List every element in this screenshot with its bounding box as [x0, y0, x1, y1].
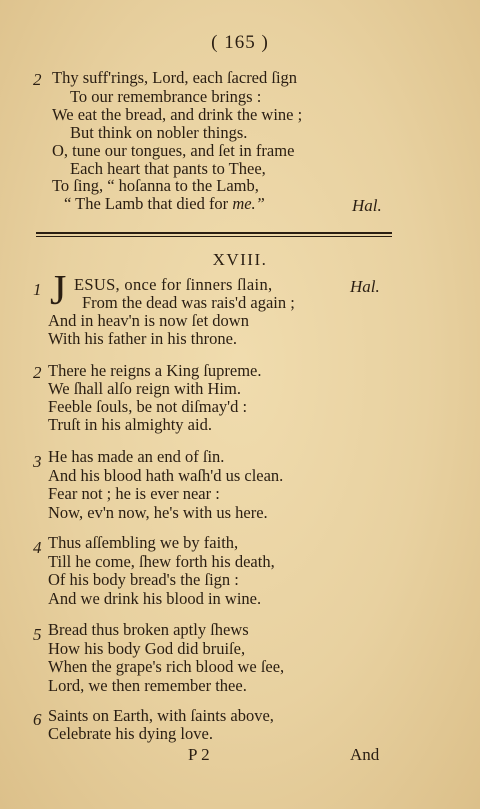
verse-line: We eat the bread, and drink the wine ; — [52, 105, 303, 124]
verse-number: 1 — [33, 280, 42, 299]
drop-cap: J — [50, 268, 67, 314]
verse-line: Of his body bread's the ſign : — [48, 570, 239, 589]
verse-line: Thus aſſembling we by faith, — [48, 533, 239, 552]
section-rule — [36, 232, 392, 234]
verse-line: How his body God did bruiſe, — [48, 639, 246, 658]
verse-line: When the grape's rich blood we ſee, — [48, 657, 285, 676]
verse-line: And in heav'n is now ſet down — [48, 311, 249, 330]
verse-number: 5 — [33, 625, 42, 644]
verse-line: And his blood hath waſh'd us clean. — [48, 466, 284, 485]
verse-line-text: “ The Lamb that died for — [64, 194, 229, 213]
verse-line: We ſhall alſo reign with Him. — [48, 379, 241, 398]
verse-line: Truſt in his almighty aid. — [48, 415, 212, 434]
verse-line: O, tune our tongues, and ſet in frame — [52, 141, 295, 160]
verse-line: Now, ev'n now, he's with us here. — [48, 503, 268, 522]
verse-line: Each heart that pants to Thee, — [70, 159, 266, 178]
verse-line: Saints on Earth, with ſaints above, — [48, 706, 274, 725]
verse-number: 6 — [33, 710, 42, 729]
verse-line-italic: me.” — [232, 194, 265, 213]
verse-line: There he reigns a King ſupreme. — [48, 361, 262, 380]
attribution: Hal. — [352, 196, 382, 215]
page-number: ( 165 ) — [211, 32, 269, 53]
verse-number: 3 — [33, 452, 42, 471]
section-rule-thin — [36, 236, 392, 237]
hymn-title: XVIII. — [212, 250, 268, 269]
verse-line: Feeble ſouls, be not diſmay'd : — [48, 397, 248, 416]
verse-line: To ſing, “ hoſanna to the Lamb, — [52, 176, 259, 195]
verse-number: 2 — [33, 70, 42, 89]
verse-line: From the dead was rais'd again ; — [82, 293, 295, 312]
verse-line: ESUS, once for ſinners ſlain, — [74, 275, 273, 294]
verse-line: With his father in his throne. — [48, 329, 238, 348]
attribution: Hal. — [350, 277, 380, 296]
verse-line: Bread thus broken aptly ſhews — [48, 620, 249, 639]
verse-line: Celebrate his dying love. — [48, 724, 213, 743]
verse-line: And we drink his blood in wine. — [48, 589, 262, 608]
verse-line: But think on nobler things. — [70, 123, 248, 142]
verse-line — [64, 196, 265, 213]
verse-line: Fear not ; he is ever near : — [48, 484, 220, 503]
verse-line: He has made an end of ſin. — [48, 447, 225, 466]
verse-line: Lord, we then remember thee. — [48, 676, 247, 695]
verse-line: Thy suff'rings, Lord, each ſacred ſign — [52, 68, 298, 87]
printer-signature: P 2 — [188, 745, 210, 764]
verse-number: 2 — [33, 363, 42, 382]
verse-line: Till he come, ſhew forth his death, — [48, 552, 275, 571]
catchword: And — [350, 745, 380, 764]
verse-line: To our remembrance brings : — [70, 87, 262, 106]
verse-number: 4 — [33, 538, 42, 557]
